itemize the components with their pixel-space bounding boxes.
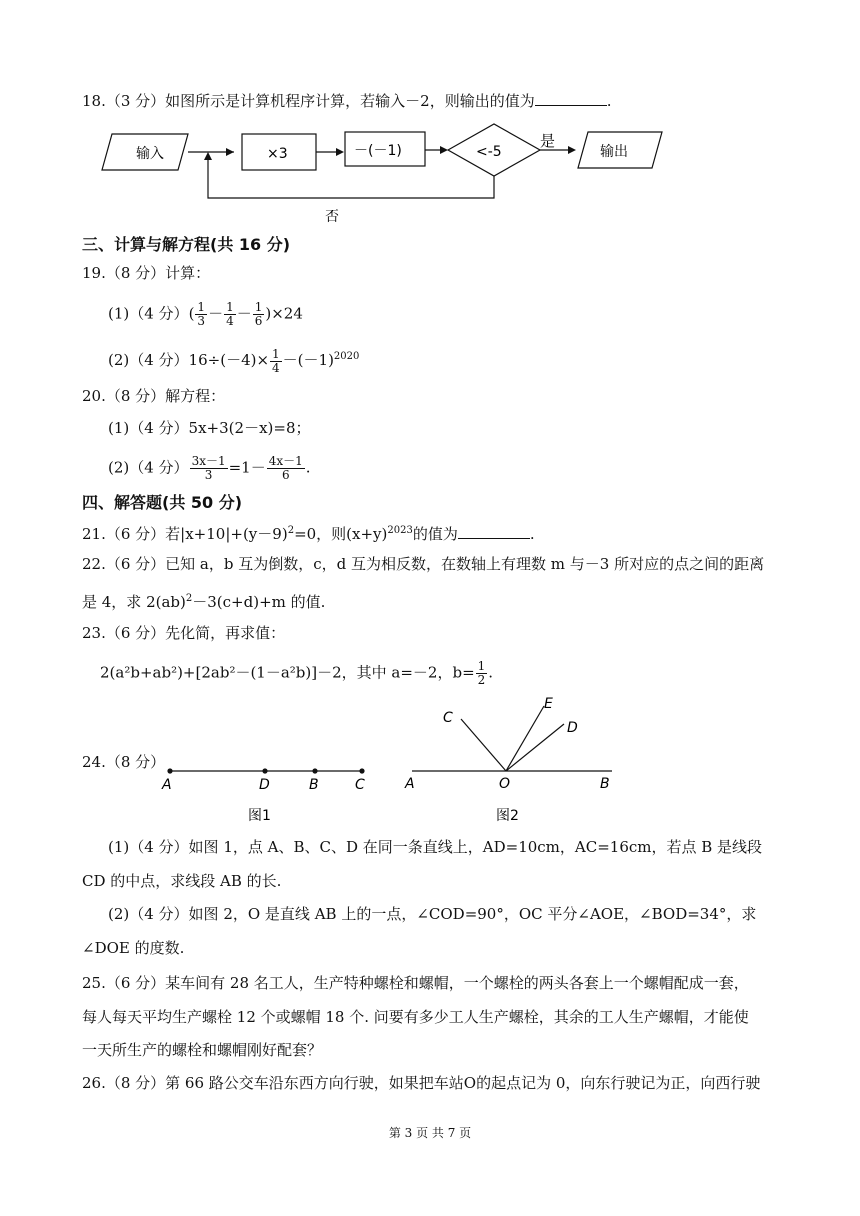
q24-part1-line2: CD 的中点，求线段 AB 的长. <box>82 872 282 890</box>
q22-line1: 22.（6 分）已知 a，b 互为倒数，c，d 互为相反数，在数轴上有理数 m 与－3 所对应的点之间的距离 <box>82 555 765 573</box>
answer-blank <box>458 524 530 539</box>
answer-blank <box>535 91 607 106</box>
figure-2 <box>400 692 630 828</box>
fig2-label-c: C <box>443 710 453 726</box>
q24-part2-line1: (2)（4 分）如图 2，O 是直线 AB 上的一点，∠COD=90°，OC 平分∠AOE，∠BOD=34°，求 <box>108 905 757 923</box>
q20-head: 20.（8 分）解方程： <box>82 387 226 405</box>
q25-line3: 一天所生产的螺栓和螺帽刚好配套？ <box>82 1041 323 1059</box>
q24-head: 24.（8 分） <box>82 753 166 771</box>
flow-minus-label: －(－1) <box>354 143 402 159</box>
q20-part1: (1)（4 分）5x+3(2－x)=8； <box>108 419 311 437</box>
flow-times-label: ×3 <box>267 146 288 162</box>
q26-line1: 26.（8 分）第 66 路公交车沿东西方向行驶，如果把车站O的起点记为 0，向东行驶记为正，向西行驶 <box>82 1074 761 1092</box>
q21-text: 21.（6 分）若$|x+10|+(y-9)^2=0$，则$(x+y)^{2023}$的值为 . <box>82 525 535 543</box>
q25-line2: 每人每天平均生产螺栓 12 个或螺帽 18 个. 问要有多少工人生产螺栓，其余的工人生产螺帽，才能使 <box>82 1008 749 1026</box>
flow-input-label: 输入 <box>136 146 164 162</box>
page-footer: 第 3 页 共 7 页 <box>388 1126 472 1140</box>
flow-condition-label: <-5 <box>476 144 502 160</box>
q20-part2: (2)（4 分） $\frac{3x-1}{3}$ =1－ $\frac{4x-1}{6}$ . <box>108 454 311 482</box>
fig2-caption: 图2 <box>496 808 519 824</box>
q24-part1-line1: (1)（4 分）如图 1，点 A、B、C、D 在同一条直线上，AD=10cm，AC=16cm，若点 B 是线段 <box>108 838 763 856</box>
q23-head: 23.（6 分）先化简，再求值： <box>82 624 286 642</box>
fig1-label-d: D <box>259 777 270 793</box>
fig2-label-d: D <box>567 720 578 736</box>
fig2-label-o: O <box>499 776 511 792</box>
flow-no-label: 否 <box>325 209 339 225</box>
fig1-label-b: B <box>309 777 319 793</box>
fig2-label-a: A <box>405 776 415 792</box>
q19-part1: (1)（4 分）( $\frac{1}{3}$ － $\frac{1}{4}$ － $\frac{1}{6}$ )×24 <box>108 300 303 328</box>
q23-expr: 2(a²b+ab²)+[2ab²－(1－a²b)]－2，其中 a=－2，b= $\frac{1}{2}$ . <box>100 659 494 687</box>
fig1-label-c: C <box>355 777 365 793</box>
section-4-title: 四、解答题(共 50 分) <box>82 493 243 512</box>
q24-part2-line2: ∠DOE 的度数. <box>82 939 185 957</box>
q25-line1: 25.（6 分）某车间有 28 名工人，生产特种螺栓和螺帽，一个螺栓的两头各套上一个螺帽配成一套， <box>82 974 749 992</box>
q22-line2: 是 4，求 2(ab)$^2$－3(c+d)+m 的值. <box>82 593 326 611</box>
section-3-title: 三、计算与解方程(共 16 分) <box>82 235 291 254</box>
fig1-caption: 图1 <box>248 808 271 824</box>
fig2-label-b: B <box>600 776 610 792</box>
q19-head: 19.（8 分）计算： <box>82 264 211 282</box>
figure-1 <box>150 758 380 828</box>
fig2-label-e: E <box>544 696 553 712</box>
flow-output-label: 输出 <box>600 144 628 160</box>
q18-text: 18.（3 分）如图所示是计算机程序计算，若输入－2，则输出的值为 . <box>82 92 612 110</box>
q19-part2: (2)（4 分）16÷(－4)× $\frac{1}{4}$ $-(-1)^{2020}$ <box>108 346 360 375</box>
flow-yes-label: 是 <box>540 132 556 150</box>
flowchart <box>96 120 676 230</box>
fig1-label-a: A <box>162 777 172 793</box>
